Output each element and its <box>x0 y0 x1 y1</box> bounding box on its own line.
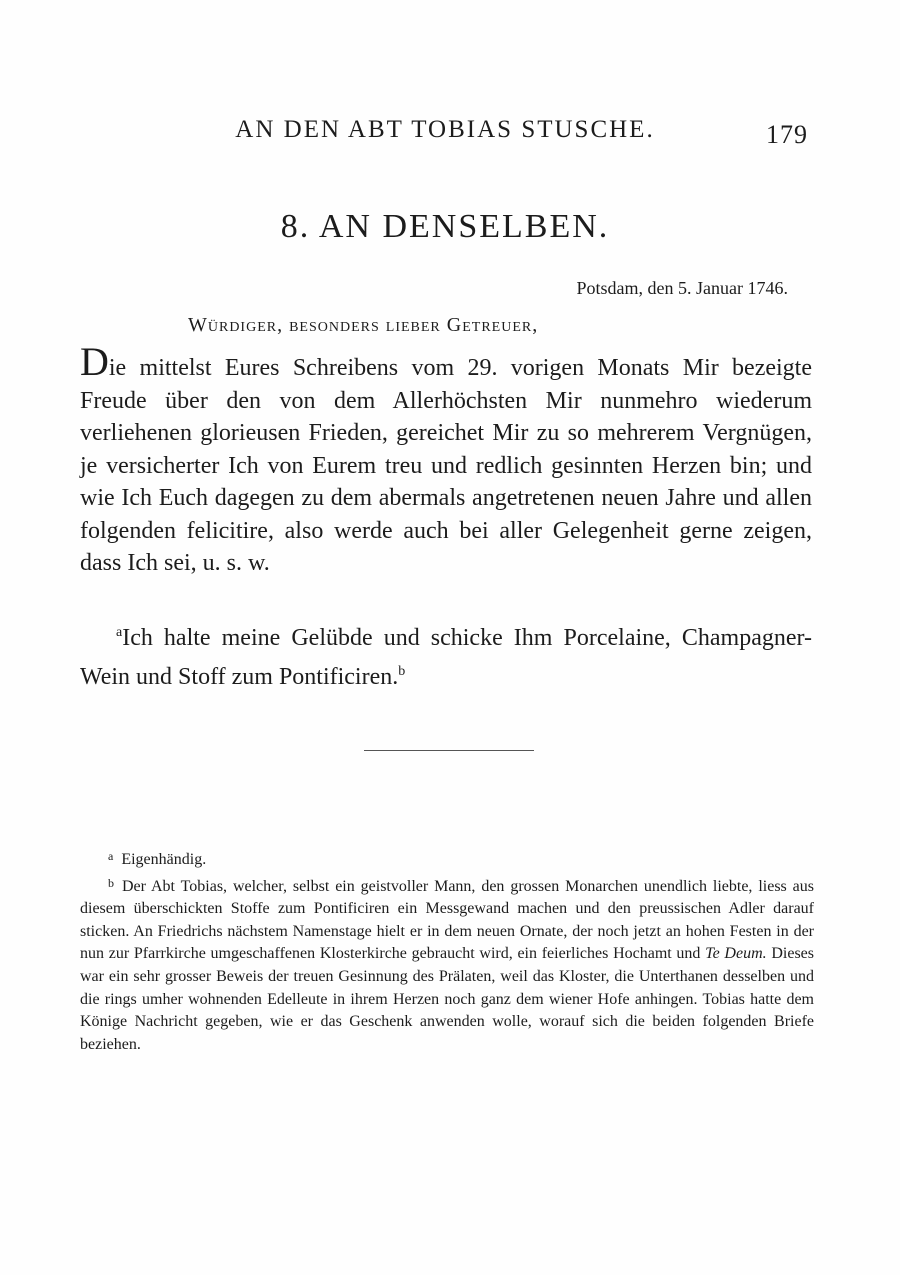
footnote-b <box>80 872 814 1057</box>
letter-salutation <box>188 314 538 337</box>
salutation-part-1: Würdiger, besonders lieber <box>188 314 447 336</box>
postscript-text: Ich halte meine Gelübde und schicke Ihm Porcelaine, Champagner-Wein und Stoff zum Pontificiren. <box>80 625 812 690</box>
page-number: 179 <box>766 120 808 149</box>
footnote-b-text-2: Dieses war ein sehr grosser Beweis der treuen Gesinnung des Prälaten, weil das Kloster, die Unterthanen desselben und die rings umher wohnenden Edelleute in ihrem Herzen noch ganz dem wiener Hofe anhingen. Tobias hatte dem Könige Nachricht gegeben, wie er das Geschenk anwenden wolle, worauf sich die beiden folgenden Briefe beziehen. <box>80 945 814 1053</box>
footnote-ref-a[interactable]: a <box>116 625 123 640</box>
footnote-a <box>80 845 814 872</box>
footnote-b-mark: b <box>108 875 114 890</box>
section-divider <box>364 750 534 751</box>
running-title: AN DEN ABT TOBIAS STUSCHE. <box>235 116 655 143</box>
footnote-a-mark: a <box>108 849 114 863</box>
letter-body <box>80 339 812 580</box>
footnote-ref-b[interactable]: b <box>398 664 406 679</box>
letter-dateline: Potsdam, den 5. Januar 1746. <box>576 278 788 298</box>
salutation-part-2: Getreuer, <box>446 314 539 336</box>
letter-title: 8. AN DENSELBEN. <box>280 208 610 245</box>
page-header <box>0 116 900 149</box>
footnote-b-italic: Te Deum. <box>705 945 767 963</box>
drop-cap: D <box>80 339 109 384</box>
footnote-a-text: Eigenhändig. <box>121 851 207 868</box>
letter-body-text: ie mittelst Eures Schreibens vom 29. vorigen Monats Mir bezeigte Freude über den von dem Allerhöchsten Mir nunmehro wiederum verliehenen glorieusen Frieden, gereichet Mir zu so mehrerem Vergnügen, je versicherter Ich von Eurem treu und redlich gesinnten Herzen bin; und wie Ich Euch dagegen zu dem abermals angetretenen neuen Jahre und allen folgenden felicitire, also werde auch bei aller Gelegenheit gerne zeigen, dass Ich sei, u. s. w. <box>80 355 812 576</box>
letter-postscript <box>80 616 812 694</box>
footnote-b-text-1: Der Abt Tobias, welcher, selbst ein geistvoller Mann, den grossen Monarchen unendlich liebte, liess aus diesem überschickten Stoffe zum Pontificiren ein Messgewand machen und den preussischen Adler darauf sticken. An Friedrichs nächstem Namenstage hielt er in dem neuen Ornate, der noch jetzt an hohen Festen in der nun zur Pfarrkirche umgeschaffenen Klosterkirche gebraucht wird, ein feierliches Hochamt und <box>80 877 814 963</box>
footnotes <box>80 845 814 1056</box>
